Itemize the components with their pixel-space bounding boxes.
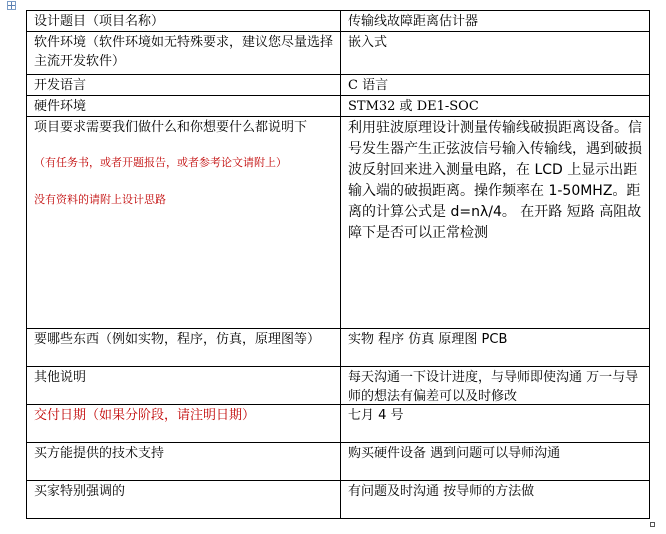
row-label-requirements bbox=[27, 117, 341, 329]
row-label-deadline: 交付日期（如果分阶段，请注明日期） bbox=[27, 405, 341, 443]
row-value-language: C 语言 bbox=[341, 75, 650, 96]
table-row bbox=[27, 405, 650, 443]
requirements-label: 项目要求需要我们做什么和你想要什么都说明下 bbox=[34, 120, 308, 135]
table-row bbox=[27, 329, 650, 367]
table-row bbox=[27, 75, 650, 96]
table-row bbox=[27, 443, 650, 481]
design-idea-note: 没有资料的请附上设计思路 bbox=[34, 193, 166, 206]
table-row bbox=[27, 32, 650, 75]
row-value-deliverables: 实物 程序 仿真 原理图 PCB bbox=[341, 329, 650, 367]
table-row bbox=[27, 367, 650, 405]
attachment-note: （有任务书，或者开题报告，或者参考论文请附上） bbox=[34, 156, 287, 169]
table-row bbox=[27, 481, 650, 519]
row-label-hardware: 硬件环境 bbox=[27, 96, 341, 117]
row-value-hardware: STM32 或 DE1-SOC bbox=[341, 96, 650, 117]
table-row bbox=[27, 117, 650, 329]
row-label-software: 软件环境（软件环境如无特殊要求，建议您尽量选择主流开发软件） bbox=[27, 32, 341, 75]
row-value-requirements: 利用驻波原理设计测量传输线破损距离设备。信号发生器产生正弦波信号输入传输线，遇到破损波反射回来进入测量电路，在 LCD 上显示出距输入端的破损距离。操作频率在 1-50MHZ。距离的计算公式是 d=nλ/4。 在开路 短路 高阻故障下是否可以正常检测 bbox=[341, 117, 650, 329]
table-move-handle-icon[interactable] bbox=[7, 1, 16, 10]
requirements-table bbox=[26, 10, 650, 519]
row-value-other bbox=[341, 367, 650, 405]
row-label-title: 设计题目（项目名称） bbox=[27, 11, 341, 32]
other-notes-text: 每天沟通一下设计进度，与导师即使沟通 万一与导师的想法有偏差可以及时修改 bbox=[348, 370, 639, 404]
row-value-support: 购买硬件设备 遇到问题可以导师沟通 bbox=[341, 443, 650, 481]
row-label-support: 买方能提供的技术支持 bbox=[27, 443, 341, 481]
table-row bbox=[27, 11, 650, 32]
row-label-emphasis: 买家特别强调的 bbox=[27, 481, 341, 519]
table-row bbox=[27, 96, 650, 117]
row-value-software: 嵌入式 bbox=[341, 32, 650, 75]
row-label-deliverables: 要哪些东西（例如实物，程序，仿真，原理图等） bbox=[27, 329, 341, 367]
row-value-deadline: 七月 4 号 bbox=[341, 405, 650, 443]
table-resize-handle-icon[interactable] bbox=[650, 522, 655, 527]
row-value-title: 传输线故障距离估计器 bbox=[341, 11, 650, 32]
row-label-language: 开发语言 bbox=[27, 75, 341, 96]
row-value-emphasis: 有问题及时沟通 按导师的方法做 bbox=[341, 481, 650, 519]
row-label-other: 其他说明 bbox=[27, 367, 341, 405]
